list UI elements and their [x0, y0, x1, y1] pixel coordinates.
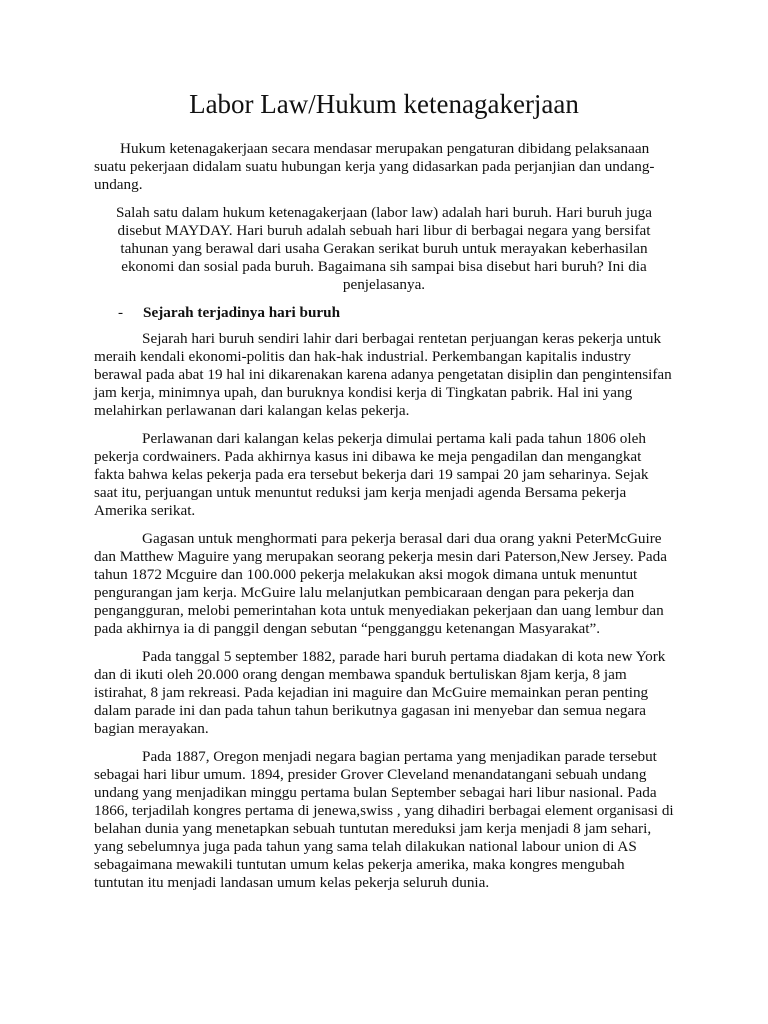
centered-paragraph: Salah satu dalam hukum ketenagakerjaan (labor law) adalah hari buruh. Hari buruh juga disebut MAYDAY. Hari buruh adalah sebuah hari libur di berbagai negara yang bersifat tahunan yang berawal dari usaha Gerakan serikat buruh untuk merayakan keberhasilan ekonomi dan sosial pada buruh. Bagaimana sih sampai bisa disebut hari buruh? Ini dia penjelasanya.	[115, 204, 652, 293]
section-heading	[94, 304, 674, 322]
body-paragraph: Perlawanan dari kalangan kelas pekerja dimulai pertama kali pada tahun 1806 oleh pekerja cordwainers. Pada akhirnya kasus ini dibawa ke meja pengadilan dan mengangkat fakta bahwa kelas pekerja pada era tersebut bekerja dari 19 sampai 20 jam seharinya. Sejak saat itu, perjuangan untuk menuntut reduksi jam kerja menjadi agenda Bersama pekerja Amerika serikat.	[94, 430, 649, 519]
body-paragraph: Pada 1887, Oregon menjadi negara bagian pertama yang menjadikan parade tersebut sebagai hari libur umum. 1894, presider Grover Cleveland menandatangani sebuah undang undang yang menjadikan minggu pertama bulan September sebagai hari libur nasional. Pada 1866, terjadilah kongres pertama di jenewa,swiss , yang dihadiri berbagai element organisasi di belahan dunia yang menetapkan sebuah tuntutan mereduksi jam kerja menjadi 8 jam sehari, yang sebelumnya juga pada tahun yang sama telah dilakukan national labour union di AS sebagaimana mewakili tuntutan umum kelas pekerja amerika, maka kongres mengubah tuntutan itu menjadi landasan umum kelas pekerja seluruh dunia.	[94, 748, 674, 891]
body-paragraph: Gagasan untuk menghormati para pekerja berasal dari dua orang yakni PeterMcGuire dan Matthew Maguire yang merupakan seorang pekerja mesin dari Paterson,New Jersey. Pada tahun 1872 Mcguire dan 100.000 pekerja melakukan aksi mogok dimana untuk menuntut pengurangan jam kerja. McGuire lalu melanjutkan pembicaraan dengan para pekerja dan pengangguran, melobi pemerintahan kota untuk menyediakan pekerjaan dan uang lembur dan pada akhirnya ia di panggil dengan sebutan “pengganggu ketenangan Masyarakat”.	[94, 530, 667, 637]
intro-paragraph: Hukum ketenagakerjaan secara mendasar merupakan pengaturan dibidang pelaksanaan suatu pekerjaan didalam suatu hubungan kerja yang didasarkan pada perjanjian dan undang-undang.	[94, 140, 655, 193]
document-title: Labor Law/Hukum ketenagakerjaan	[189, 89, 579, 119]
body-paragraph: Pada tanggal 5 september 1882, parade hari buruh pertama diadakan di kota new York dan di ikuti oleh 20.000 orang dengan membawa spanduk bertuliskan 8jam kerja, 8 jam istirahat, 8 jam rekreasi. Pada kejadian ini maguire dan McGuire memainkan peran penting dalam parade ini dan pada tahun tahun berikutnya gagasan ini menyebar dan semua negara bagian merayakan.	[94, 648, 666, 737]
body-paragraph: Sejarah hari buruh sendiri lahir dari berbagai rentetan perjuangan keras pekerja untuk meraih kendali ekonomi-politis dan hak-hak industrial. Perkembangan kapitalis industry berawal pada abat 19 hal ini dikarenakan karena adanya pengetatan disiplin dan pengintensifan jam kerja, minimnya upah, dan buruknya kondisi kerja di Tingkatan pabrik. Hal ini yang melahirkan perlawanan dari kalangan kelas pekerja.	[94, 330, 672, 419]
section-heading-text: Sejarah terjadinya hari buruh	[143, 304, 341, 321]
bullet-dash: -	[118, 304, 124, 321]
